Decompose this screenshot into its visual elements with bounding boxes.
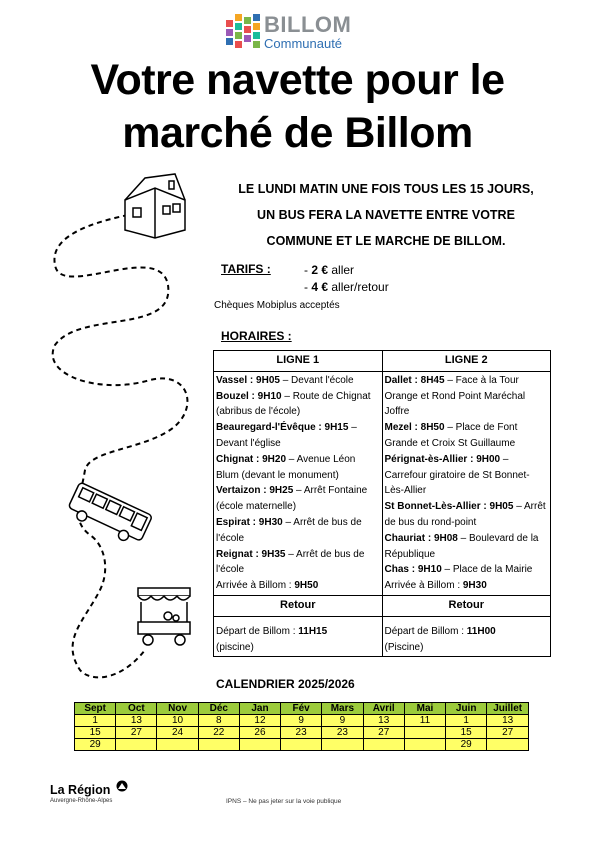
stop-entry: Reignat : 9H35 – Arrêt de bus de l'école [216, 548, 365, 576]
dashed-route-path [53, 215, 188, 677]
region-emblem-icon [116, 780, 128, 792]
date-cell: 24 [157, 727, 198, 739]
date-cell [363, 739, 404, 751]
logo-subtitle: Communauté [264, 36, 343, 51]
arrival-entry: Arrivée à Billom : 9H30 [384, 580, 487, 592]
stop-entry: Pérignat-ès-Allier : 9H00 – Carrefour giratoire de St Bonnet-Lès-Allier [384, 453, 530, 497]
date-cell: 23 [281, 727, 322, 739]
ligne-2-header: LIGNE 2 [382, 351, 550, 372]
date-cell: 15 [75, 727, 116, 739]
month-header: Mars [322, 703, 363, 715]
bus-icon [65, 482, 152, 548]
date-cell: 12 [239, 715, 280, 727]
month-header: Fév [281, 703, 322, 715]
stop-entry: Mezel : 8H50 – Place de Font Grande et Croix St Guillaume [384, 422, 518, 449]
footer-note: IPNS – Ne pas jeter sur la voie publique [226, 798, 342, 805]
tarifs-heading: TARIFS : [221, 262, 271, 276]
date-cell: 8 [198, 715, 239, 727]
title-line-1: Votre navette pour le [90, 56, 505, 104]
logo-mosaic-icon [226, 14, 260, 50]
date-cell [322, 739, 363, 751]
house-icon [125, 174, 185, 238]
date-cell: 1 [75, 715, 116, 727]
month-header: Jan [239, 703, 280, 715]
payment-note: Chèques Mobiplus acceptés [214, 300, 340, 311]
date-cell: 29 [75, 739, 116, 751]
stop-entry: Chignat : 9H20 – Avenue Léon Blum (devant le monument) [216, 453, 356, 481]
title-line-2: marché de Billom [122, 109, 473, 157]
stop-entry: Espirat : 9H30 – Arrêt de bus de l'école [216, 516, 362, 544]
date-cell: 29 [446, 739, 487, 751]
date-cell: 23 [322, 727, 363, 739]
logo-title: BILLOM [264, 12, 352, 37]
month-header: Mai [404, 703, 445, 715]
stop-entry: St Bonnet-Lès-Allier : 9H05 – Arrêt de bus du rond-point [384, 501, 546, 528]
month-header: Oct [116, 703, 157, 715]
billom-communaute-logo [226, 12, 376, 54]
calendar-months-row [75, 703, 529, 715]
calendar-row [75, 727, 529, 739]
region-logo-subtitle: Auvergne-Rhône-Alpes [50, 798, 113, 804]
route-illustration [50, 170, 210, 690]
stop-entry: Dallet : 8H45 – Face à la Tour Orange et Rond Point Maréchal Joffre [384, 374, 526, 418]
ligne-2-stops [382, 371, 550, 595]
date-cell [198, 739, 239, 751]
stop-entry: Vertaizon : 9H25 – Arrêt Fontaine (école maternelle) [216, 485, 368, 513]
date-cell [281, 739, 322, 751]
calendar-row [75, 715, 529, 727]
intro-line-2: UN BUS FERA LA NAVETTE ENTRE VOTRE [257, 208, 515, 222]
date-cell: 13 [487, 715, 529, 727]
ligne-1-header: LIGNE 1 [214, 351, 383, 372]
date-cell: 9 [281, 715, 322, 727]
ligne-2-retour: Départ de Billom : 11H00 (Piscine) [382, 616, 550, 657]
date-cell: 13 [363, 715, 404, 727]
calendar-row [75, 739, 529, 751]
date-cell: 11 [404, 715, 445, 727]
month-header: Nov [157, 703, 198, 715]
date-cell: 9 [322, 715, 363, 727]
calendar-table [74, 702, 529, 751]
intro-line-1: LE LUNDI MATIN UNE FOIS TOUS LES 15 JOURS, [238, 182, 534, 196]
ligne-1-retour-header: Retour [214, 595, 383, 616]
date-cell: 26 [239, 727, 280, 739]
date-cell [116, 739, 157, 751]
month-header: Déc [198, 703, 239, 715]
month-header: Juillet [487, 703, 529, 715]
schedule-table [213, 350, 551, 657]
date-cell: 27 [116, 727, 157, 739]
date-cell [239, 739, 280, 751]
intro-text [214, 176, 558, 254]
date-cell [404, 739, 445, 751]
date-cell: 10 [157, 715, 198, 727]
date-cell: 27 [363, 727, 404, 739]
page-title [0, 54, 595, 160]
market-stall-icon [138, 588, 190, 645]
date-cell [157, 739, 198, 751]
date-cell: 27 [487, 727, 529, 739]
ligne-1-stops [214, 371, 383, 595]
ligne-1-retour: Départ de Billom : 11H15 (piscine) [214, 616, 383, 657]
stop-entry: Bouzel : 9H10 – Route de Chignat (abribus de l'école) [216, 390, 371, 418]
region-logo-title: La Région [50, 783, 111, 797]
tarif-item: - 4 € aller/retour [304, 280, 389, 294]
date-cell: 22 [198, 727, 239, 739]
arrival-entry: Arrivée à Billom : 9H50 [216, 580, 319, 592]
tarif-item: - 2 € aller [304, 263, 355, 277]
stop-entry: Chauriat : 9H08 – Boulevard de la République [384, 532, 539, 560]
stop-entry: Chas : 9H10 – Place de la Mairie [384, 564, 533, 576]
stop-entry: Beauregard-l'Évêque : 9H15 – Devant l'église [216, 422, 357, 449]
date-cell [487, 739, 529, 751]
calendar-title: CALENDRIER 2025/2026 [216, 677, 355, 691]
date-cell [404, 727, 445, 739]
month-header: Juin [446, 703, 487, 715]
horaires-heading: HORAIRES : [221, 329, 292, 343]
intro-line-3: COMMUNE ET LE MARCHE DE BILLOM. [266, 234, 506, 248]
date-cell: 15 [446, 727, 487, 739]
month-header: Sept [75, 703, 116, 715]
stop-entry: Vassel : 9H05 – Devant l'école [216, 374, 354, 386]
date-cell: 13 [116, 715, 157, 727]
month-header: Avril [363, 703, 404, 715]
date-cell: 1 [446, 715, 487, 727]
ligne-2-retour-header: Retour [382, 595, 550, 616]
